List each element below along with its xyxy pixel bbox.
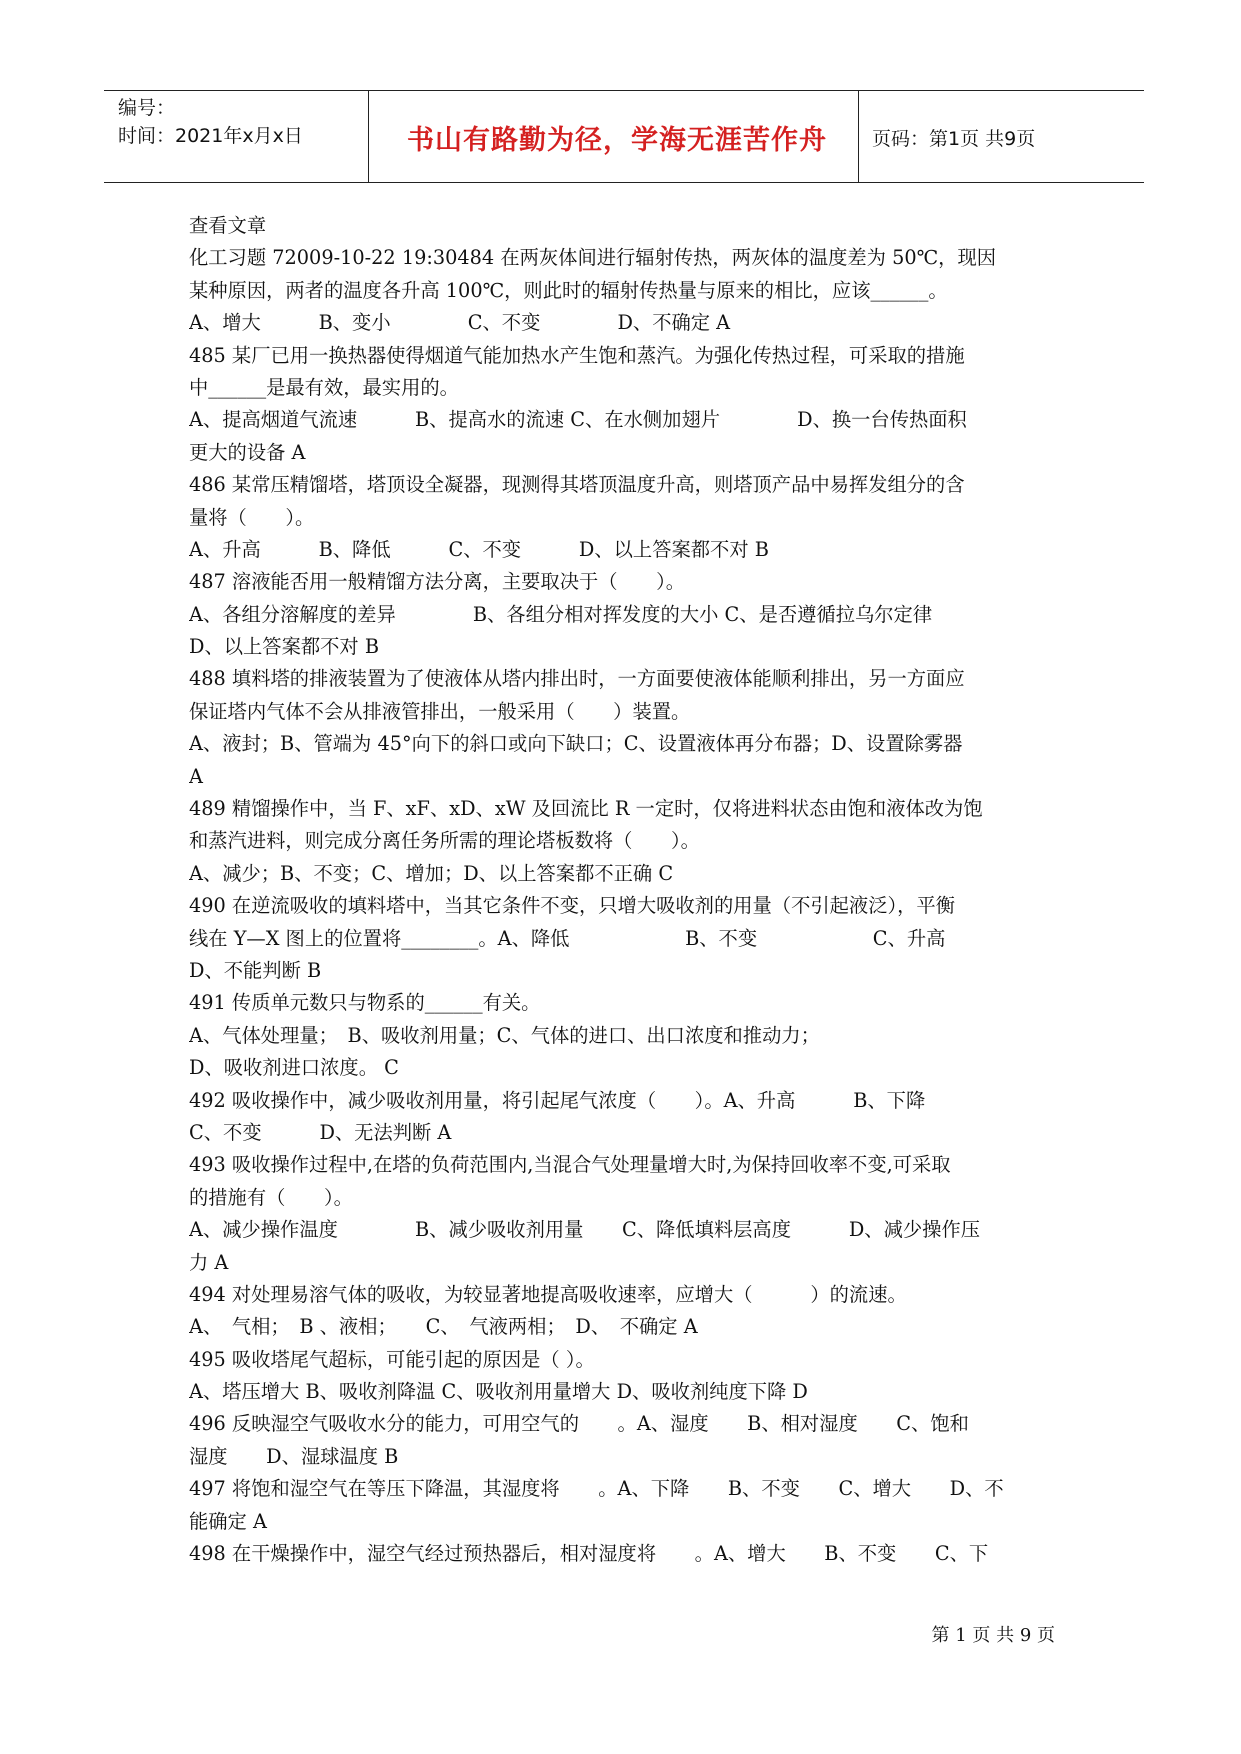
text-line: A、提高烟道气流速 B、提高水的流速 C、在水侧加翅片 D、换一台传热面积 bbox=[189, 408, 967, 432]
text-line: 485 某厂已用一换热器使得烟道气能加热水产生饱和蒸汽。为强化传热过程，可采取的措施 bbox=[189, 343, 965, 367]
text-line: A、液封；B、管端为 45°向下的斜口或向下缺口；C、设置液体再分布器；D、设置除雾器 bbox=[189, 732, 963, 756]
text-line: 量将（ ）。 bbox=[189, 505, 315, 529]
text-line: A、升高 B、降低 C、不变 D、以上答案都不对 B bbox=[189, 537, 769, 561]
serial-number-label: 编号： bbox=[118, 97, 176, 119]
text-line: 更大的设备 A bbox=[189, 440, 306, 464]
text-line: 湿度 D、湿球温度 B bbox=[189, 1444, 399, 1468]
text-line: A、 气相； B 、液相； C、 气液两相； D、 不确定 A bbox=[189, 1315, 698, 1339]
text-line: D、吸收剂进口浓度。 C bbox=[189, 1056, 399, 1080]
text-line: 487 溶液能否用一般精馏方法分离，主要取决于（ ）。 bbox=[189, 570, 686, 594]
time-label: 时间：2021年x月x日 bbox=[118, 125, 303, 147]
text-line: 492 吸收操作中，减少吸收剂用量，将引起尾气浓度（ ）。A、升高 B、下降 bbox=[189, 1088, 926, 1112]
text-line: 491 传质单元数只与物系的______有关。 bbox=[189, 991, 541, 1015]
text-line: 493 吸收操作过程中,在塔的负荷范围内,当混合气处理量增大时,为保持回收率不变,可采取 bbox=[189, 1153, 951, 1177]
text-line: D、以上答案都不对 B bbox=[189, 635, 380, 659]
text-line: A、减少操作温度 B、减少吸收剂用量 C、降低填料层高度 D、减少操作压 bbox=[189, 1218, 980, 1242]
text-line: 488 填料塔的排液装置为了使液体从塔内排出时，一方面要使液体能顺利排出，另一方面应 bbox=[189, 667, 965, 691]
text-line: D、不能判断 B bbox=[189, 958, 322, 982]
text-line: 力 A bbox=[189, 1250, 229, 1274]
text-line: 497 将饱和湿空气在等压下降温，其湿度将 。A、下降 B、不变 C、增大 D、不 bbox=[189, 1477, 1004, 1501]
text-line: 能确定 A bbox=[189, 1509, 267, 1533]
text-line: 查看文章 bbox=[189, 214, 267, 237]
text-line: A、减少；B、不变；C、增加；D、以上答案都不正确 C bbox=[189, 861, 674, 885]
header-top-rule bbox=[104, 90, 1144, 91]
text-line: 和蒸汽进料，则完成分离任务所需的理论塔板数将（ ）。 bbox=[189, 829, 700, 853]
text-line: 494 对处理易溶气体的吸收，为较显著地提高吸收速率，应增大（ ）的流速。 bbox=[189, 1282, 907, 1306]
text-line: 489 精馏操作中，当 F、xF、xD、xW 及回流比 R 一定时，仅将进料状态由饱和液体改为饱 bbox=[189, 797, 983, 821]
text-line: A bbox=[189, 764, 203, 788]
text-line: 化工习题 72009-10-22 19:30484 在两灰体间进行辐射传热，两灰体的温度差为 50℃，现因 bbox=[189, 246, 997, 270]
text-line: 495 吸收塔尾气超标，可能引起的原因是（ ）。 bbox=[189, 1347, 595, 1371]
text-line: 线在 Y—X 图上的位置将________。A、降低 B、不变 C、升高 bbox=[189, 926, 946, 950]
header-page-label: 页码：第1页 共9页 bbox=[872, 128, 1036, 150]
text-line: 496 反映湿空气吸收水分的能力，可用空气的 。A、湿度 B、相对湿度 C、饱和 bbox=[189, 1412, 969, 1436]
text-line: C、不变 D、无法判断 A bbox=[189, 1120, 452, 1144]
text-line: 保证塔内气体不会从排液管排出，一般采用（ ）装置。 bbox=[189, 699, 691, 723]
document-body bbox=[189, 210, 1062, 1570]
header-motto: 书山有路勤为径，学海无涯苦作舟 bbox=[407, 125, 827, 156]
text-line: 490 在逆流吸收的填料塔中，当其它条件不变，只增大吸收剂的用量（不引起液泛），平衡 bbox=[189, 894, 955, 918]
text-line: 的措施有（ ）。 bbox=[189, 1185, 353, 1209]
text-line: 486 某常压精馏塔，塔顶设全凝器，现测得其塔顶温度升高，则塔顶产品中易挥发组分的含 bbox=[189, 473, 965, 497]
text-line: A、增大 B、变小 C、不变 D、不确定 A bbox=[189, 311, 731, 335]
header-meta bbox=[118, 94, 303, 150]
text-line: 某种原因，两者的温度各升高 100℃，则此时的辐射传热量与原来的相比，应该______。 bbox=[189, 278, 948, 302]
text-line: A、气体处理量； B、吸收剂用量；C、气体的进口、出口浓度和推动力； bbox=[189, 1023, 820, 1047]
text-line: 498 在干燥操作中，湿空气经过预热器后，相对湿度将 。A、增大 B、不变 C、下 bbox=[189, 1542, 989, 1566]
text-line: A、各组分溶解度的差异 B、各组分相对挥发度的大小 C、是否遵循拉乌尔定律 bbox=[189, 602, 933, 626]
text-line: A、塔压增大 B、吸收剂降温 C、吸收剂用量增大 D、吸收剂纯度下降 D bbox=[189, 1380, 808, 1404]
header-bottom-rule bbox=[104, 182, 1144, 183]
header-divider-left bbox=[368, 90, 369, 182]
text-line: 中______是最有效，最实用的。 bbox=[189, 375, 459, 399]
page-footer: 第 1 页 共 9 页 bbox=[931, 1625, 1055, 1646]
